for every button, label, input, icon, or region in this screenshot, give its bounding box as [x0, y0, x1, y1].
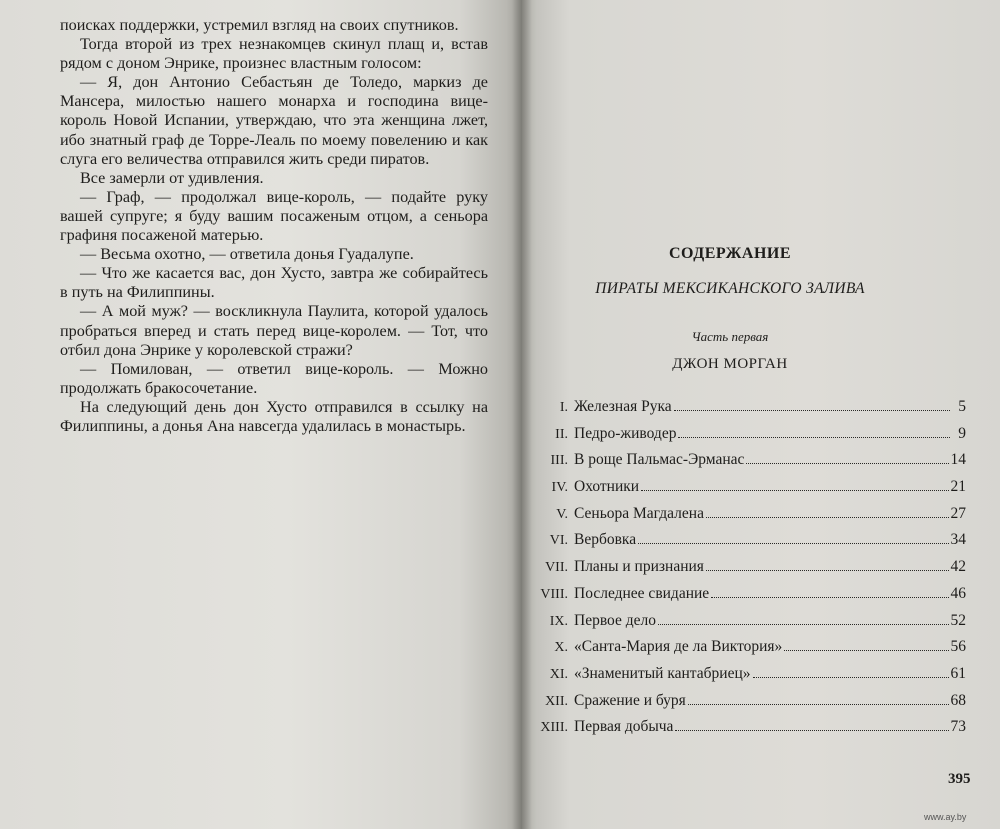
book-title: ПИРАТЫ МЕКСИКАНСКОГО ЗАЛИВА	[595, 280, 865, 297]
toc-entry-title: Первое дело	[574, 611, 656, 629]
body-paragraph: поисках поддержки, устремил взгляд на своих спутников.	[60, 16, 459, 34]
toc-entry-title: Вербовка	[574, 531, 637, 549]
toc-entry-title: Педро-живодер	[574, 424, 677, 442]
toc-entry	[526, 612, 966, 639]
body-paragraph: — Граф, — продолжал вице-король, — подайте руку вашей супруге; я буду вашим посаженым отцом, а сеньора графиня посаженой матерью.	[60, 187, 488, 245]
toc-entry-page: 73	[950, 718, 966, 736]
toc-entry-number: VIII.	[540, 586, 568, 602]
toc-leader-dots	[746, 463, 948, 464]
toc-entry-number: X.	[554, 640, 568, 656]
toc-leader-dots	[706, 517, 949, 518]
part-title: ДЖОН МОРГАН	[672, 356, 788, 372]
toc-entry-page: 61	[950, 664, 966, 682]
toc-entry	[526, 665, 966, 692]
toc-leader-dots	[706, 570, 949, 571]
toc-entry-title: Охотники	[574, 478, 640, 496]
toc-leader-dots	[753, 677, 949, 678]
body-text	[60, 16, 488, 436]
body-paragraph: — Весьма охотно, — ответила донья Гуадалупе.	[80, 245, 414, 264]
toc-entry-page: 9	[958, 424, 966, 442]
body-paragraph: — Я, дон Антонио Себастьян де Толедо, маркиз де Мансера, милостью нашего монарха и господина вице-король Новой Испании, утверждаю, что эта женщина лжет, ибо знатный граф де Торре-Леаль по моему повелению и как слуга его величества отправился жить среди пиратов.	[60, 73, 488, 168]
toc-leader-dots	[641, 490, 948, 491]
toc-leader-dots	[674, 410, 950, 411]
toc-entry	[526, 558, 966, 585]
toc-entry	[526, 692, 966, 719]
toc-leader-dots	[711, 597, 948, 598]
toc-entry	[526, 531, 966, 558]
toc-entry-page: 46	[950, 584, 966, 602]
toc-leader-dots	[675, 730, 948, 731]
toc-entry-page: 14	[950, 451, 966, 469]
body-paragraph: — А мой муж? — воскликнула Паулита, которой удалось пробраться вперед и стать перед вице-королем. — Тот, что отбил дона Энрике у королевской стражи?	[60, 302, 488, 359]
toc-entry-title: Последнее свидание	[574, 584, 710, 602]
page-number: 395	[948, 771, 971, 787]
body-paragraph: Все замерли от удивления.	[80, 168, 264, 187]
toc-entry-title: В роще Пальмас-Эрманас	[574, 451, 745, 469]
toc-entry-number: II.	[555, 426, 568, 442]
toc-entry	[526, 638, 966, 665]
table-of-contents	[526, 398, 966, 745]
toc-leader-dots	[638, 543, 948, 544]
toc-entry-title: Первая добыча	[574, 718, 674, 736]
toc-entry	[526, 505, 966, 532]
body-paragraph: — Помилован, — ответил вице-король. — Можно продолжать бракосочетание.	[60, 359, 488, 397]
toc-entry-title: Железная Рука	[574, 398, 672, 415]
body-paragraph: — Что же касается вас, дон Хусто, завтра же собирайтесь в путь на Филиппины.	[60, 264, 488, 302]
toc-leader-dots	[688, 704, 949, 705]
toc-entry	[526, 585, 966, 612]
contents-title: СОДЕРЖАНИЕ	[668, 245, 792, 262]
part-label: Часть первая	[691, 329, 769, 344]
toc-leader-dots	[678, 437, 950, 438]
toc-entry-page: 34	[950, 531, 966, 549]
toc-entry-number: VI.	[549, 533, 568, 549]
toc-entry-number: XII.	[545, 693, 568, 709]
toc-entry-number: III.	[550, 453, 568, 469]
toc-entry	[526, 478, 966, 505]
toc-entry-page: 5	[958, 398, 966, 415]
toc-entry	[526, 451, 966, 478]
toc-entry-number: IX.	[549, 613, 568, 629]
toc-entry-page: 27	[950, 504, 966, 522]
toc-entry	[526, 398, 966, 425]
toc-entry-title: Планы и признания	[574, 558, 704, 576]
toc-entry-page: 42	[950, 558, 966, 576]
body-paragraph: На следующий день дон Хусто отправился в ссылку на Филиппины, а донья Ана навсегда удалилась в монастырь.	[60, 397, 488, 435]
toc-entry-page: 68	[950, 691, 966, 709]
toc-entry-page: 56	[950, 638, 966, 656]
toc-entry-title: «Знаменитый кантабриец»	[574, 664, 751, 682]
toc-entry-page: 52	[950, 611, 966, 629]
toc-entry-number: IV.	[551, 480, 568, 496]
toc-entry-title: Сражение и буря	[574, 691, 686, 709]
toc-entry	[526, 425, 966, 452]
toc-entry-number: XI.	[549, 666, 568, 682]
toc-entry-title: «Санта-Мария де ла Виктория»	[574, 638, 783, 656]
toc-entry-title: Сеньора Магдалена	[574, 504, 704, 522]
body-paragraph: Тогда второй из трех незнакомцев скинул плащ и, встав рядом с доном Энрике, произнес властным голосом:	[60, 35, 488, 73]
toc-leader-dots	[658, 624, 949, 625]
toc-entry-number: V.	[556, 506, 568, 522]
toc-entry-page: 21	[950, 478, 966, 496]
toc-entry-number: VII.	[545, 560, 568, 576]
toc-entry	[526, 718, 966, 745]
toc-entry-number: I.	[559, 400, 568, 415]
toc-entry-number: XIII.	[540, 720, 568, 736]
toc-leader-dots	[784, 650, 948, 651]
watermark: www.ay.by	[924, 812, 967, 822]
